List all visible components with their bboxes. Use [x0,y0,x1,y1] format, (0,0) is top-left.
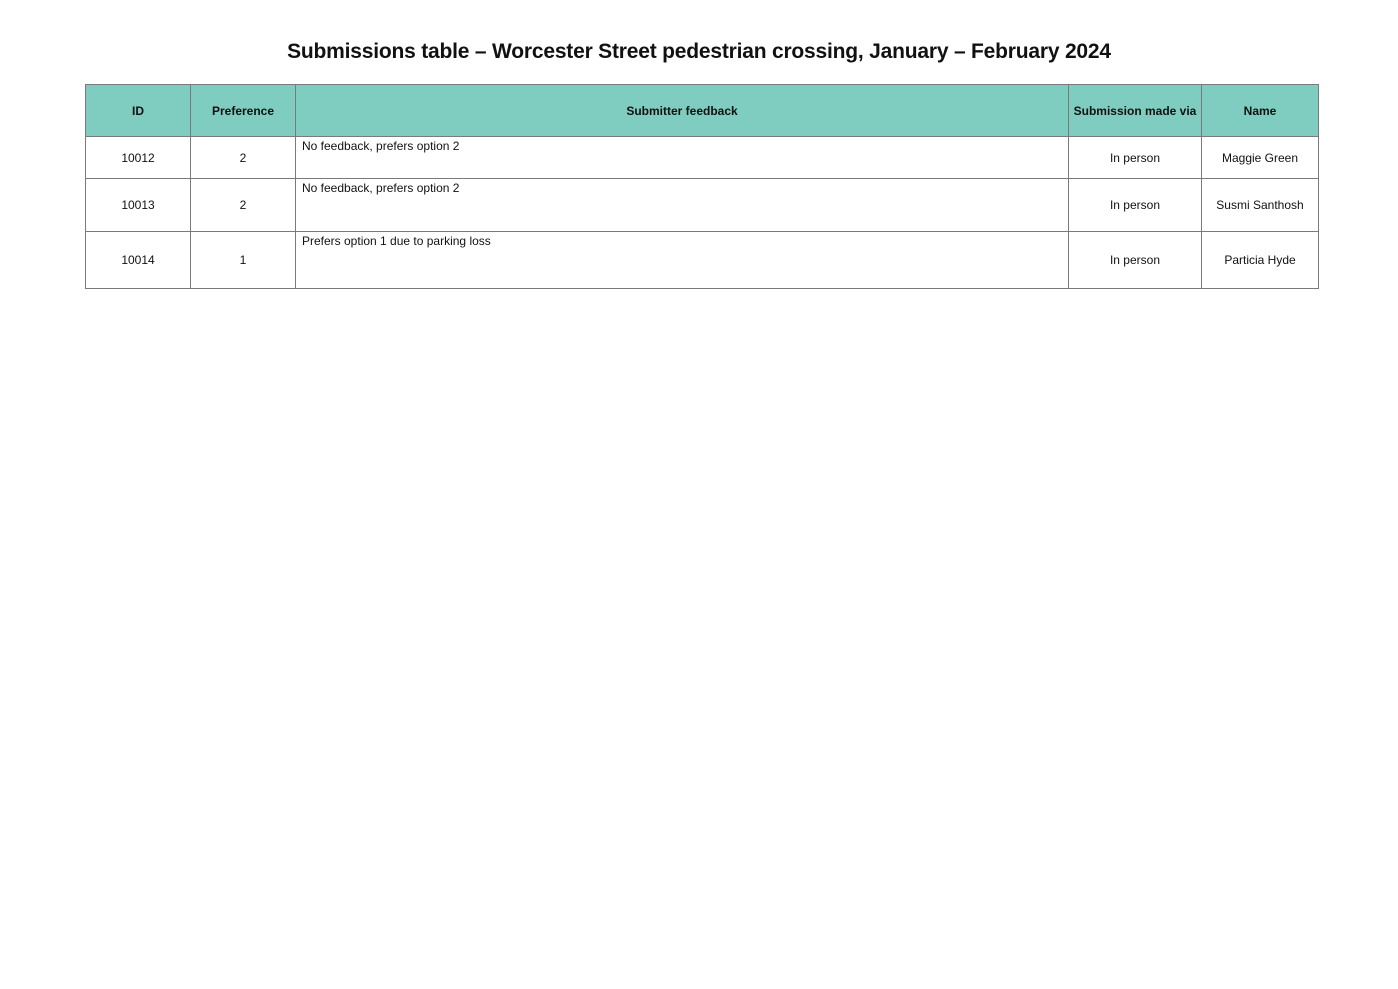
cell-feedback: No feedback, prefers option 2 [296,137,1069,179]
table-row [86,232,1319,289]
column-header-submission-via: Submission made via [1069,85,1202,137]
cell-preference: 2 [191,137,296,179]
column-header-id: ID [86,85,191,137]
cell-submission-via: In person [1069,232,1202,289]
cell-name: Susmi Santhosh [1202,179,1319,232]
table-row [86,137,1319,179]
cell-name: Particia Hyde [1202,232,1319,289]
column-header-name: Name [1202,85,1319,137]
cell-feedback: No feedback, prefers option 2 [296,179,1069,232]
cell-preference: 1 [191,232,296,289]
cell-submission-via: In person [1069,137,1202,179]
table-header-row [86,85,1319,137]
cell-id: 10014 [86,232,191,289]
cell-preference: 2 [191,179,296,232]
cell-name: Maggie Green [1202,137,1319,179]
page-title: Submissions table – Worcester Street pedestrian crossing, January – February 2024 [287,40,1111,63]
column-header-preference: Preference [191,85,296,137]
table-row [86,179,1319,232]
cell-submission-via: In person [1069,179,1202,232]
cell-feedback: Prefers option 1 due to parking loss [296,232,1069,289]
column-header-feedback: Submitter feedback [296,85,1069,137]
submissions-table [85,84,1319,289]
cell-id: 10012 [86,137,191,179]
cell-id: 10013 [86,179,191,232]
